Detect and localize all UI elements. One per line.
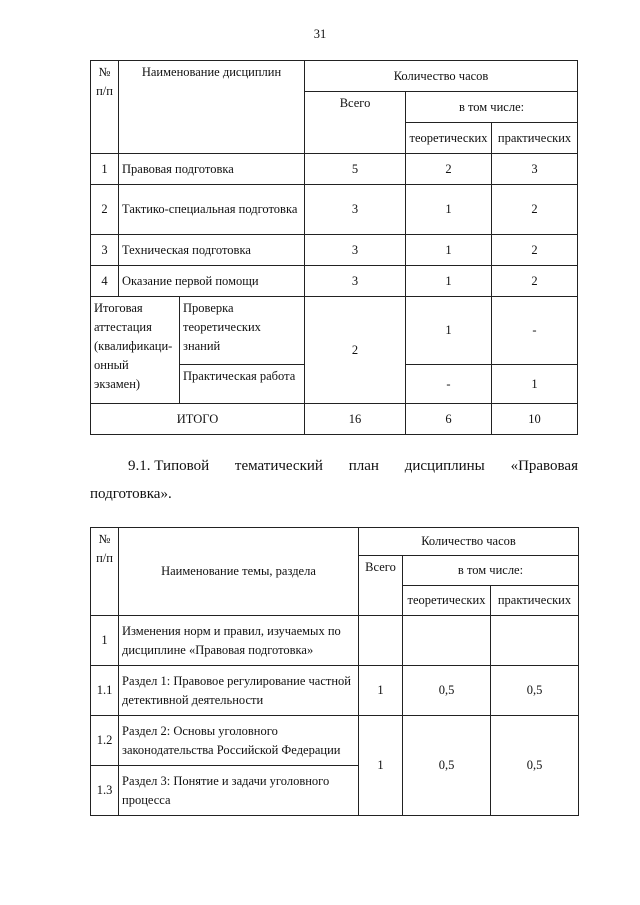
row-theory: 2	[406, 154, 492, 185]
row-name: Раздел 2: Основы уголовного законодательства Российской Федерации	[119, 716, 359, 766]
row-total: 5	[305, 154, 406, 185]
table-row	[91, 666, 579, 716]
header-including: в том числе:	[403, 556, 579, 586]
row-number: 4	[91, 266, 119, 297]
table-row	[91, 185, 578, 235]
row-number: 1.3	[91, 766, 119, 816]
disciplines-table	[90, 60, 578, 435]
row-practice: 2	[492, 235, 578, 266]
header-theory: теоретических	[406, 123, 492, 154]
table-row	[91, 154, 578, 185]
row-total: 3	[305, 185, 406, 235]
heading-word: план	[348, 458, 379, 474]
row-name: Оказание первой помощи	[119, 266, 305, 297]
table-row	[91, 716, 579, 766]
header-practice: практических	[492, 123, 578, 154]
header-total: Всего	[359, 556, 403, 616]
row-practice: 2	[492, 266, 578, 297]
header-including: в том числе:	[406, 92, 578, 123]
row-name: Раздел 3: Понятие и задачи уголовного процесса	[119, 766, 359, 816]
row-theory: 1	[406, 266, 492, 297]
header-total: Всего	[305, 92, 406, 154]
row-practice	[491, 616, 579, 666]
itogo-practice: 10	[492, 404, 578, 435]
row-number: 2	[91, 185, 119, 235]
row-practice: 0,5	[491, 666, 579, 716]
row-practice: 3	[492, 154, 578, 185]
heading-word: «Правовая	[510, 458, 578, 474]
row-name: Правовая подготовка	[119, 154, 305, 185]
header-theory: теоретических	[403, 586, 491, 616]
table-row	[91, 266, 578, 297]
row-number: 3	[91, 235, 119, 266]
itogo-theory: 6	[406, 404, 492, 435]
header-topic-name: Наименование темы, раздела	[119, 528, 359, 616]
row-number: 1.1	[91, 666, 119, 716]
merged-practice: 0,5	[491, 716, 579, 816]
header-hours: Количество часов	[305, 61, 578, 92]
row-theory: 1	[406, 235, 492, 266]
row-total: 3	[305, 235, 406, 266]
row-theory	[403, 616, 491, 666]
row-name: Раздел 1: Правовое регулирование частной детективной деятельности	[119, 666, 359, 716]
header-hours: Количество часов	[359, 528, 579, 556]
itogo-total: 16	[305, 404, 406, 435]
header-discipline-name: Наименование дисциплин	[119, 61, 305, 154]
practical-work-practice: 1	[492, 365, 578, 404]
row-theory: 1	[406, 185, 492, 235]
header-practice: практических	[491, 586, 579, 616]
row-number: 1.2	[91, 716, 119, 766]
topics-table	[90, 527, 579, 816]
row-total: 3	[305, 266, 406, 297]
row-total	[359, 616, 403, 666]
row-number: 1	[91, 154, 119, 185]
row-name: Тактико-специальная подготовка	[119, 185, 305, 235]
theory-check-practice: -	[492, 297, 578, 365]
table-row	[91, 616, 579, 666]
header-number: № п/п	[91, 61, 119, 154]
merged-theory: 0,5	[403, 716, 491, 816]
heading-word: тематический	[234, 458, 323, 474]
theory-check-theory: 1	[406, 297, 492, 365]
merged-total: 1	[359, 716, 403, 816]
header-number: № п/п	[91, 528, 119, 616]
final-attestation-label: Итоговая аттестация (квалификаци-онный экзамен)	[91, 297, 180, 404]
practical-work-theory: -	[406, 365, 492, 404]
row-practice: 2	[492, 185, 578, 235]
row-total: 1	[359, 666, 403, 716]
final-total: 2	[305, 297, 406, 404]
itogo-label: ИТОГО	[91, 404, 305, 435]
row-name: Техническая подготовка	[119, 235, 305, 266]
table-row-total	[91, 404, 578, 435]
heading-line-2: подготовка».	[90, 486, 172, 502]
table-row	[91, 235, 578, 266]
theory-check-label: Проверка теоретических знаний	[180, 297, 305, 365]
row-name: Изменения норм и правил, изучаемых по дисциплине «Правовая подготовка»	[119, 616, 359, 666]
page-number: 31	[313, 27, 327, 41]
heading-word: 9.1. Типовой	[128, 458, 210, 474]
table-row	[91, 297, 578, 365]
row-number: 1	[91, 616, 119, 666]
section-heading-9-1	[90, 452, 578, 508]
row-theory: 0,5	[403, 666, 491, 716]
practical-work-label: Практическая работа	[180, 365, 305, 404]
heading-word: дисциплины	[404, 458, 485, 474]
